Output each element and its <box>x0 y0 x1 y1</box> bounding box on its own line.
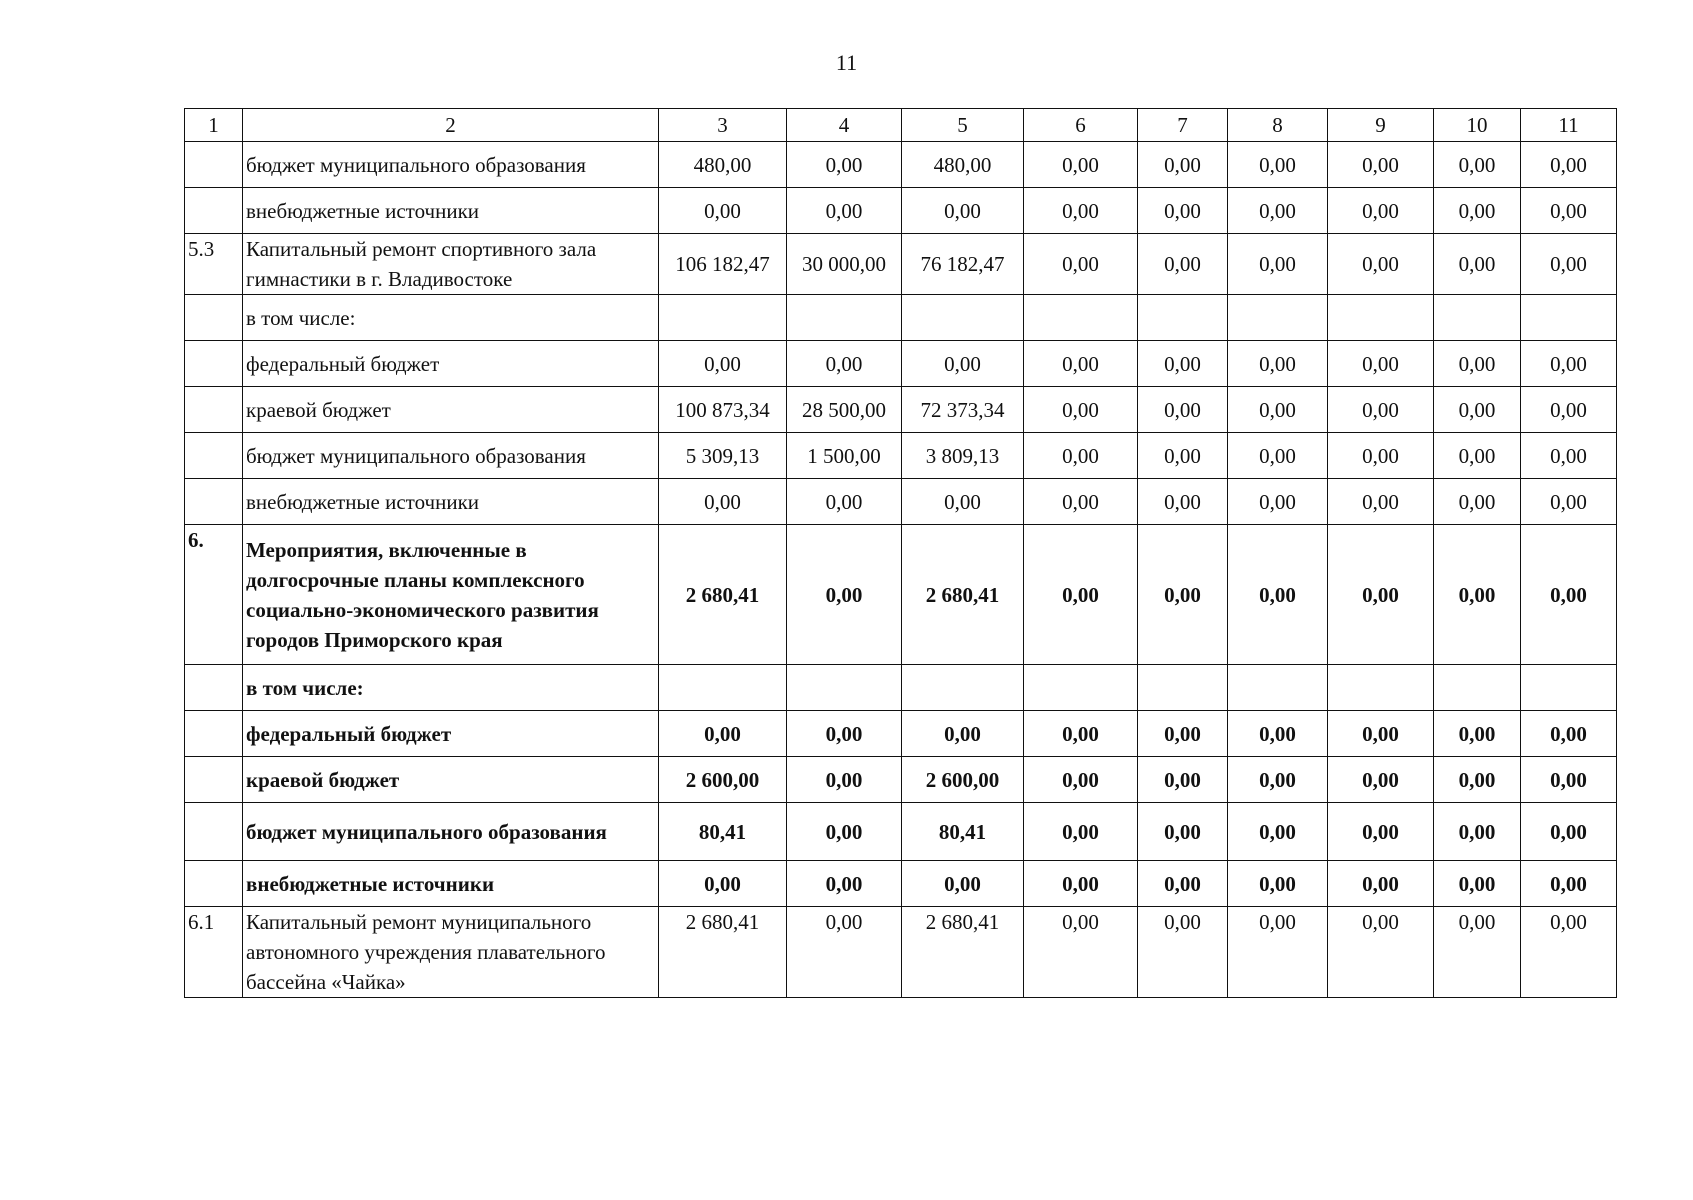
value-cell <box>1138 295 1228 341</box>
value-cell: 80,41 <box>902 803 1024 861</box>
value-cell: 480,00 <box>902 142 1024 188</box>
table-row <box>185 387 1617 433</box>
row-name-cell: федеральный бюджет <box>243 711 659 757</box>
value-cell: 0,00 <box>1434 387 1521 433</box>
row-number-cell <box>185 188 243 234</box>
value-cell: 0,00 <box>659 711 787 757</box>
value-cell: 0,00 <box>1138 142 1228 188</box>
row-number-cell <box>185 861 243 907</box>
value-cell: 100 873,34 <box>659 387 787 433</box>
value-cell: 0,00 <box>1228 803 1328 861</box>
value-cell: 0,00 <box>1024 479 1138 525</box>
header-cell: 9 <box>1328 109 1434 142</box>
value-cell: 0,00 <box>1024 757 1138 803</box>
table-row <box>185 433 1617 479</box>
value-cell: 0,00 <box>1024 433 1138 479</box>
value-cell: 0,00 <box>659 861 787 907</box>
value-cell: 80,41 <box>659 803 787 861</box>
row-name-cell: краевой бюджет <box>243 387 659 433</box>
value-cell: 2 680,41 <box>659 525 787 665</box>
row-name-cell: Капитальный ремонт муниципального автономного учреждения плавательного бассейна «Чайка» <box>243 907 659 998</box>
value-cell: 0,00 <box>1434 479 1521 525</box>
value-cell: 2 600,00 <box>902 757 1024 803</box>
value-cell: 0,00 <box>1138 525 1228 665</box>
table-body <box>185 142 1617 998</box>
table-row <box>185 907 1617 998</box>
row-number-cell: 6. <box>185 525 243 665</box>
value-cell <box>1521 295 1617 341</box>
value-cell: 0,00 <box>1138 188 1228 234</box>
row-number-cell <box>185 387 243 433</box>
header-cell: 6 <box>1024 109 1138 142</box>
value-cell: 0,00 <box>1138 433 1228 479</box>
value-cell: 0,00 <box>1328 861 1434 907</box>
value-cell: 0,00 <box>1328 803 1434 861</box>
value-cell: 0,00 <box>1434 234 1521 295</box>
value-cell: 0,00 <box>1024 234 1138 295</box>
value-cell: 0,00 <box>1328 188 1434 234</box>
row-name-cell: бюджет муниципального образования <box>243 803 659 861</box>
value-cell <box>902 665 1024 711</box>
header-cell: 3 <box>659 109 787 142</box>
header-cell: 7 <box>1138 109 1228 142</box>
value-cell: 0,00 <box>1434 341 1521 387</box>
value-cell: 0,00 <box>787 803 902 861</box>
row-number-cell <box>185 757 243 803</box>
value-cell: 0,00 <box>1521 234 1617 295</box>
value-cell: 0,00 <box>1138 341 1228 387</box>
row-number-cell <box>185 341 243 387</box>
value-cell: 0,00 <box>1138 803 1228 861</box>
value-cell: 0,00 <box>1138 907 1228 998</box>
value-cell: 0,00 <box>1024 142 1138 188</box>
row-name-cell: Капитальный ремонт спортивного зала гимнастики в г. Владивостоке <box>243 234 659 295</box>
value-cell <box>1024 665 1138 711</box>
value-cell: 0,00 <box>1024 525 1138 665</box>
value-cell: 2 600,00 <box>659 757 787 803</box>
value-cell: 0,00 <box>1228 479 1328 525</box>
value-cell: 0,00 <box>1521 142 1617 188</box>
value-cell: 0,00 <box>1521 188 1617 234</box>
row-name-cell: в том числе: <box>243 295 659 341</box>
page-number: 11 <box>835 50 858 75</box>
table-row <box>185 479 1617 525</box>
row-name-cell: Мероприятия, включенные в долгосрочные планы комплексного социально-экономического развития городов Приморского края <box>243 525 659 665</box>
value-cell: 0,00 <box>1228 861 1328 907</box>
value-cell: 0,00 <box>1228 907 1328 998</box>
row-number-cell <box>185 479 243 525</box>
value-cell: 0,00 <box>1328 525 1434 665</box>
value-cell: 0,00 <box>1521 341 1617 387</box>
value-cell: 106 182,47 <box>659 234 787 295</box>
value-cell: 0,00 <box>1228 525 1328 665</box>
table-row <box>185 341 1617 387</box>
value-cell: 0,00 <box>787 525 902 665</box>
row-number-cell <box>185 803 243 861</box>
table-row <box>185 142 1617 188</box>
value-cell: 0,00 <box>1521 525 1617 665</box>
value-cell: 0,00 <box>1228 711 1328 757</box>
value-cell: 0,00 <box>787 479 902 525</box>
value-cell: 0,00 <box>1228 387 1328 433</box>
value-cell: 0,00 <box>1138 479 1228 525</box>
value-cell: 0,00 <box>1138 234 1228 295</box>
row-name-cell: бюджет муниципального образования <box>243 433 659 479</box>
row-number-cell: 5.3 <box>185 234 243 295</box>
value-cell <box>1328 295 1434 341</box>
row-name-cell: краевой бюджет <box>243 757 659 803</box>
row-number-cell <box>185 295 243 341</box>
value-cell: 0,00 <box>1328 757 1434 803</box>
value-cell <box>787 665 902 711</box>
table-row <box>185 525 1617 665</box>
value-cell: 0,00 <box>1328 142 1434 188</box>
value-cell: 0,00 <box>1434 142 1521 188</box>
value-cell: 0,00 <box>1434 757 1521 803</box>
value-cell: 0,00 <box>902 479 1024 525</box>
value-cell: 0,00 <box>1328 387 1434 433</box>
value-cell: 0,00 <box>1024 711 1138 757</box>
value-cell: 3 809,13 <box>902 433 1024 479</box>
value-cell: 0,00 <box>1138 757 1228 803</box>
value-cell: 0,00 <box>1328 479 1434 525</box>
row-number-cell: 6.1 <box>185 907 243 998</box>
value-cell: 0,00 <box>1024 387 1138 433</box>
table-row <box>185 803 1617 861</box>
value-cell: 5 309,13 <box>659 433 787 479</box>
row-name-cell: бюджет муниципального образования <box>243 142 659 188</box>
value-cell: 0,00 <box>1434 433 1521 479</box>
value-cell: 0,00 <box>787 341 902 387</box>
header-cell: 2 <box>243 109 659 142</box>
value-cell: 0,00 <box>787 907 902 998</box>
value-cell <box>1024 295 1138 341</box>
value-cell: 0,00 <box>787 861 902 907</box>
table-row <box>185 757 1617 803</box>
value-cell: 0,00 <box>1434 711 1521 757</box>
value-cell: 0,00 <box>1228 341 1328 387</box>
table-row <box>185 665 1617 711</box>
value-cell: 0,00 <box>902 341 1024 387</box>
value-cell <box>659 665 787 711</box>
value-cell: 0,00 <box>1521 861 1617 907</box>
value-cell <box>787 295 902 341</box>
value-cell: 0,00 <box>659 341 787 387</box>
value-cell: 30 000,00 <box>787 234 902 295</box>
value-cell <box>659 295 787 341</box>
row-number-cell <box>185 433 243 479</box>
value-cell: 0,00 <box>1521 387 1617 433</box>
header-row <box>185 109 1617 142</box>
value-cell: 72 373,34 <box>902 387 1024 433</box>
value-cell: 1 500,00 <box>787 433 902 479</box>
value-cell <box>1228 295 1328 341</box>
header-cell: 11 <box>1521 109 1617 142</box>
row-name-cell: внебюджетные источники <box>243 861 659 907</box>
value-cell: 0,00 <box>1328 711 1434 757</box>
value-cell: 0,00 <box>1434 525 1521 665</box>
value-cell: 0,00 <box>1434 861 1521 907</box>
table-row <box>185 188 1617 234</box>
value-cell: 2 680,41 <box>659 907 787 998</box>
value-cell: 0,00 <box>1228 757 1328 803</box>
value-cell: 0,00 <box>902 711 1024 757</box>
value-cell: 0,00 <box>1228 433 1328 479</box>
row-number-cell <box>185 665 243 711</box>
row-number-cell <box>185 142 243 188</box>
value-cell: 0,00 <box>1328 433 1434 479</box>
value-cell: 0,00 <box>1434 188 1521 234</box>
value-cell: 0,00 <box>1521 711 1617 757</box>
table-row <box>185 711 1617 757</box>
value-cell: 0,00 <box>1024 861 1138 907</box>
value-cell: 0,00 <box>1434 907 1521 998</box>
value-cell: 0,00 <box>1228 142 1328 188</box>
row-name-cell: внебюджетные источники <box>243 479 659 525</box>
value-cell: 0,00 <box>1521 907 1617 998</box>
value-cell: 0,00 <box>1024 188 1138 234</box>
value-cell: 0,00 <box>787 711 902 757</box>
value-cell: 0,00 <box>1434 803 1521 861</box>
value-cell <box>1328 665 1434 711</box>
value-cell: 0,00 <box>659 188 787 234</box>
value-cell: 0,00 <box>787 757 902 803</box>
value-cell: 0,00 <box>1228 234 1328 295</box>
row-name-cell: внебюджетные источники <box>243 188 659 234</box>
value-cell: 0,00 <box>1328 907 1434 998</box>
value-cell <box>1434 665 1521 711</box>
value-cell: 0,00 <box>902 188 1024 234</box>
budget-table <box>184 108 1617 998</box>
value-cell: 0,00 <box>1138 387 1228 433</box>
value-cell: 2 680,41 <box>902 525 1024 665</box>
value-cell: 0,00 <box>787 142 902 188</box>
row-name-cell: федеральный бюджет <box>243 341 659 387</box>
value-cell: 28 500,00 <box>787 387 902 433</box>
value-cell <box>902 295 1024 341</box>
header-cell: 8 <box>1228 109 1328 142</box>
value-cell: 0,00 <box>1328 341 1434 387</box>
row-number-cell <box>185 711 243 757</box>
value-cell <box>1138 665 1228 711</box>
value-cell: 0,00 <box>1521 803 1617 861</box>
value-cell <box>1521 665 1617 711</box>
header-cell: 5 <box>902 109 1024 142</box>
header-cell: 10 <box>1434 109 1521 142</box>
value-cell: 0,00 <box>1138 711 1228 757</box>
value-cell: 0,00 <box>1024 341 1138 387</box>
value-cell: 480,00 <box>659 142 787 188</box>
row-name-cell: в том числе: <box>243 665 659 711</box>
table-row <box>185 861 1617 907</box>
value-cell: 0,00 <box>1228 188 1328 234</box>
value-cell <box>1434 295 1521 341</box>
value-cell: 0,00 <box>1024 803 1138 861</box>
value-cell: 0,00 <box>1138 861 1228 907</box>
value-cell: 0,00 <box>1521 433 1617 479</box>
value-cell: 2 680,41 <box>902 907 1024 998</box>
table-row <box>185 295 1617 341</box>
value-cell: 76 182,47 <box>902 234 1024 295</box>
value-cell <box>1228 665 1328 711</box>
value-cell: 0,00 <box>1521 757 1617 803</box>
value-cell: 0,00 <box>902 861 1024 907</box>
value-cell: 0,00 <box>659 479 787 525</box>
value-cell: 0,00 <box>787 188 902 234</box>
value-cell: 0,00 <box>1328 234 1434 295</box>
value-cell: 0,00 <box>1521 479 1617 525</box>
table-row <box>185 234 1617 295</box>
header-cell: 4 <box>787 109 902 142</box>
header-cell: 1 <box>185 109 243 142</box>
value-cell: 0,00 <box>1024 907 1138 998</box>
